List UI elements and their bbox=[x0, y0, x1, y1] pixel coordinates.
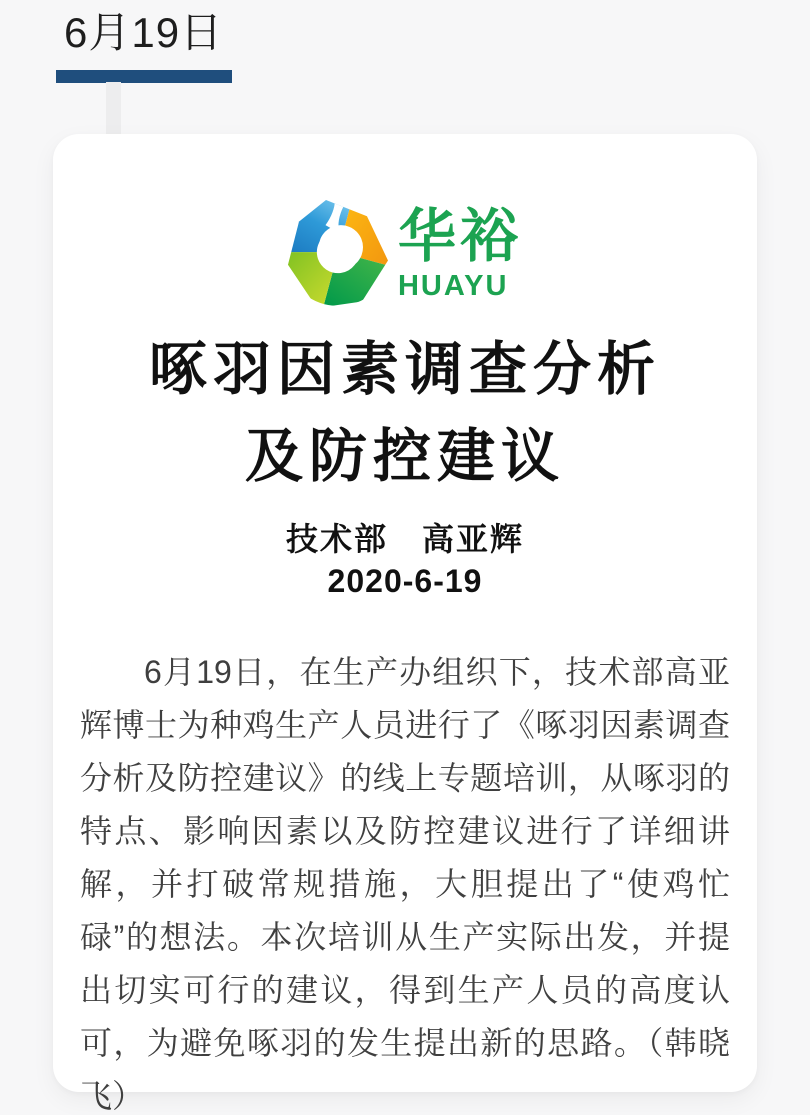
article-title bbox=[53, 326, 757, 500]
timeline-connector bbox=[106, 82, 121, 136]
article-title-line1: 啄羽因素调查分析 bbox=[148, 337, 661, 402]
article-publish-date: 2020-6-19 bbox=[327, 563, 483, 599]
huayu-logo bbox=[53, 200, 757, 308]
huayu-logo-icon bbox=[288, 200, 388, 308]
logo-chinese-name: 华裕 bbox=[397, 204, 522, 269]
article-byline: 技术部 高亚辉 bbox=[285, 521, 524, 557]
article-body: 6月19日，在生产办组织下，技术部高亚辉博士为种鸡生产人员进行了《啄羽因素调查分析及防控建议》的线上专题培训，从啄羽的特点、影响因素以及防控建议进行了详细讲解，并打破常规措施，大胆提出了“使鸡忙碌”的想法。本次培训从生产实际出发，并提出切实可行的建议，得到生产人员的高度认可，为避免啄羽的发生提出新的思路。（韩晓飞） bbox=[80, 654, 730, 1114]
article-title-line2: 及防控建议 bbox=[244, 424, 565, 489]
date-underline-bar bbox=[56, 70, 232, 83]
logo-wordmark bbox=[398, 206, 522, 302]
date-header: 6月19日 bbox=[64, 9, 224, 56]
logo-latin-name: HUAYU bbox=[397, 270, 509, 302]
article-card[interactable] bbox=[53, 134, 757, 1114]
